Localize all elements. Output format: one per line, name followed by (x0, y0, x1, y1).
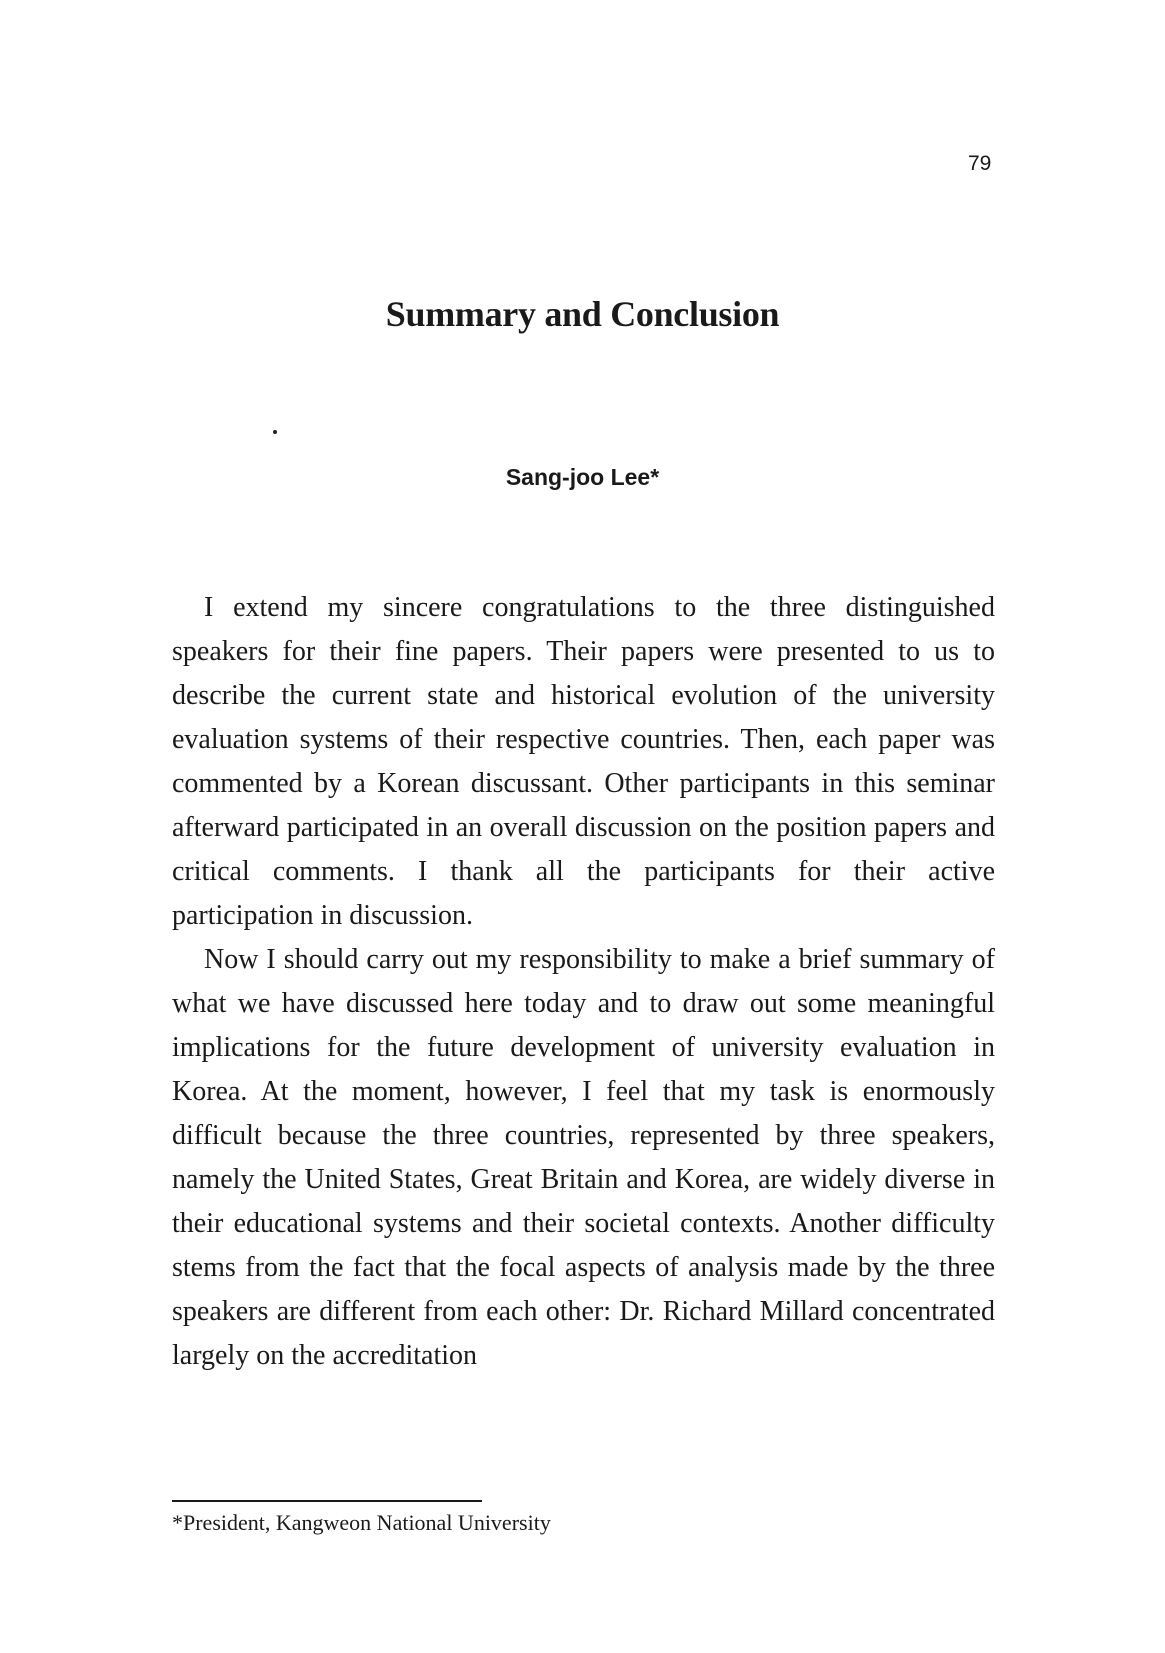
body-text (172, 586, 995, 1378)
paragraph-2: Now I should carry out my responsibility to make a brief summary of what we have discussed here today and to draw out some meaningful implications for the future development of university evaluation in Korea. At the moment, however, I feel that my task is enormously difficult because the three countries, represented by three speakers, namely the United States, Great Britain and Korea, are widely diverse in their educational systems and their societal contexts. Another difficulty stems from the fact that the focal aspects of analysis made by the three speakers are different from each other: Dr. Richard Millard concentrated largely on the accreditation (172, 944, 995, 1371)
stray-mark (273, 430, 277, 434)
author-name: Sang-joo Lee* (505, 464, 660, 490)
footnote-divider (172, 1500, 482, 1502)
paragraph-1: I extend my sincere congratulations to the three distinguished speakers for their fine papers. Their papers were presented to us to describe the current state and historical evolution of the university evaluation systems of their respective countries. Then, each paper was commented by a Korean discussant. Other participants in this seminar afterward participated in an overall discussion on the position papers and critical comments. I thank all the participants for their active participation in discussion. (172, 592, 995, 931)
page-number: 79 (968, 152, 992, 175)
footnote: *President, Kangweon National University (172, 1510, 551, 1535)
page-title: Summary and Conclusion (385, 294, 780, 334)
